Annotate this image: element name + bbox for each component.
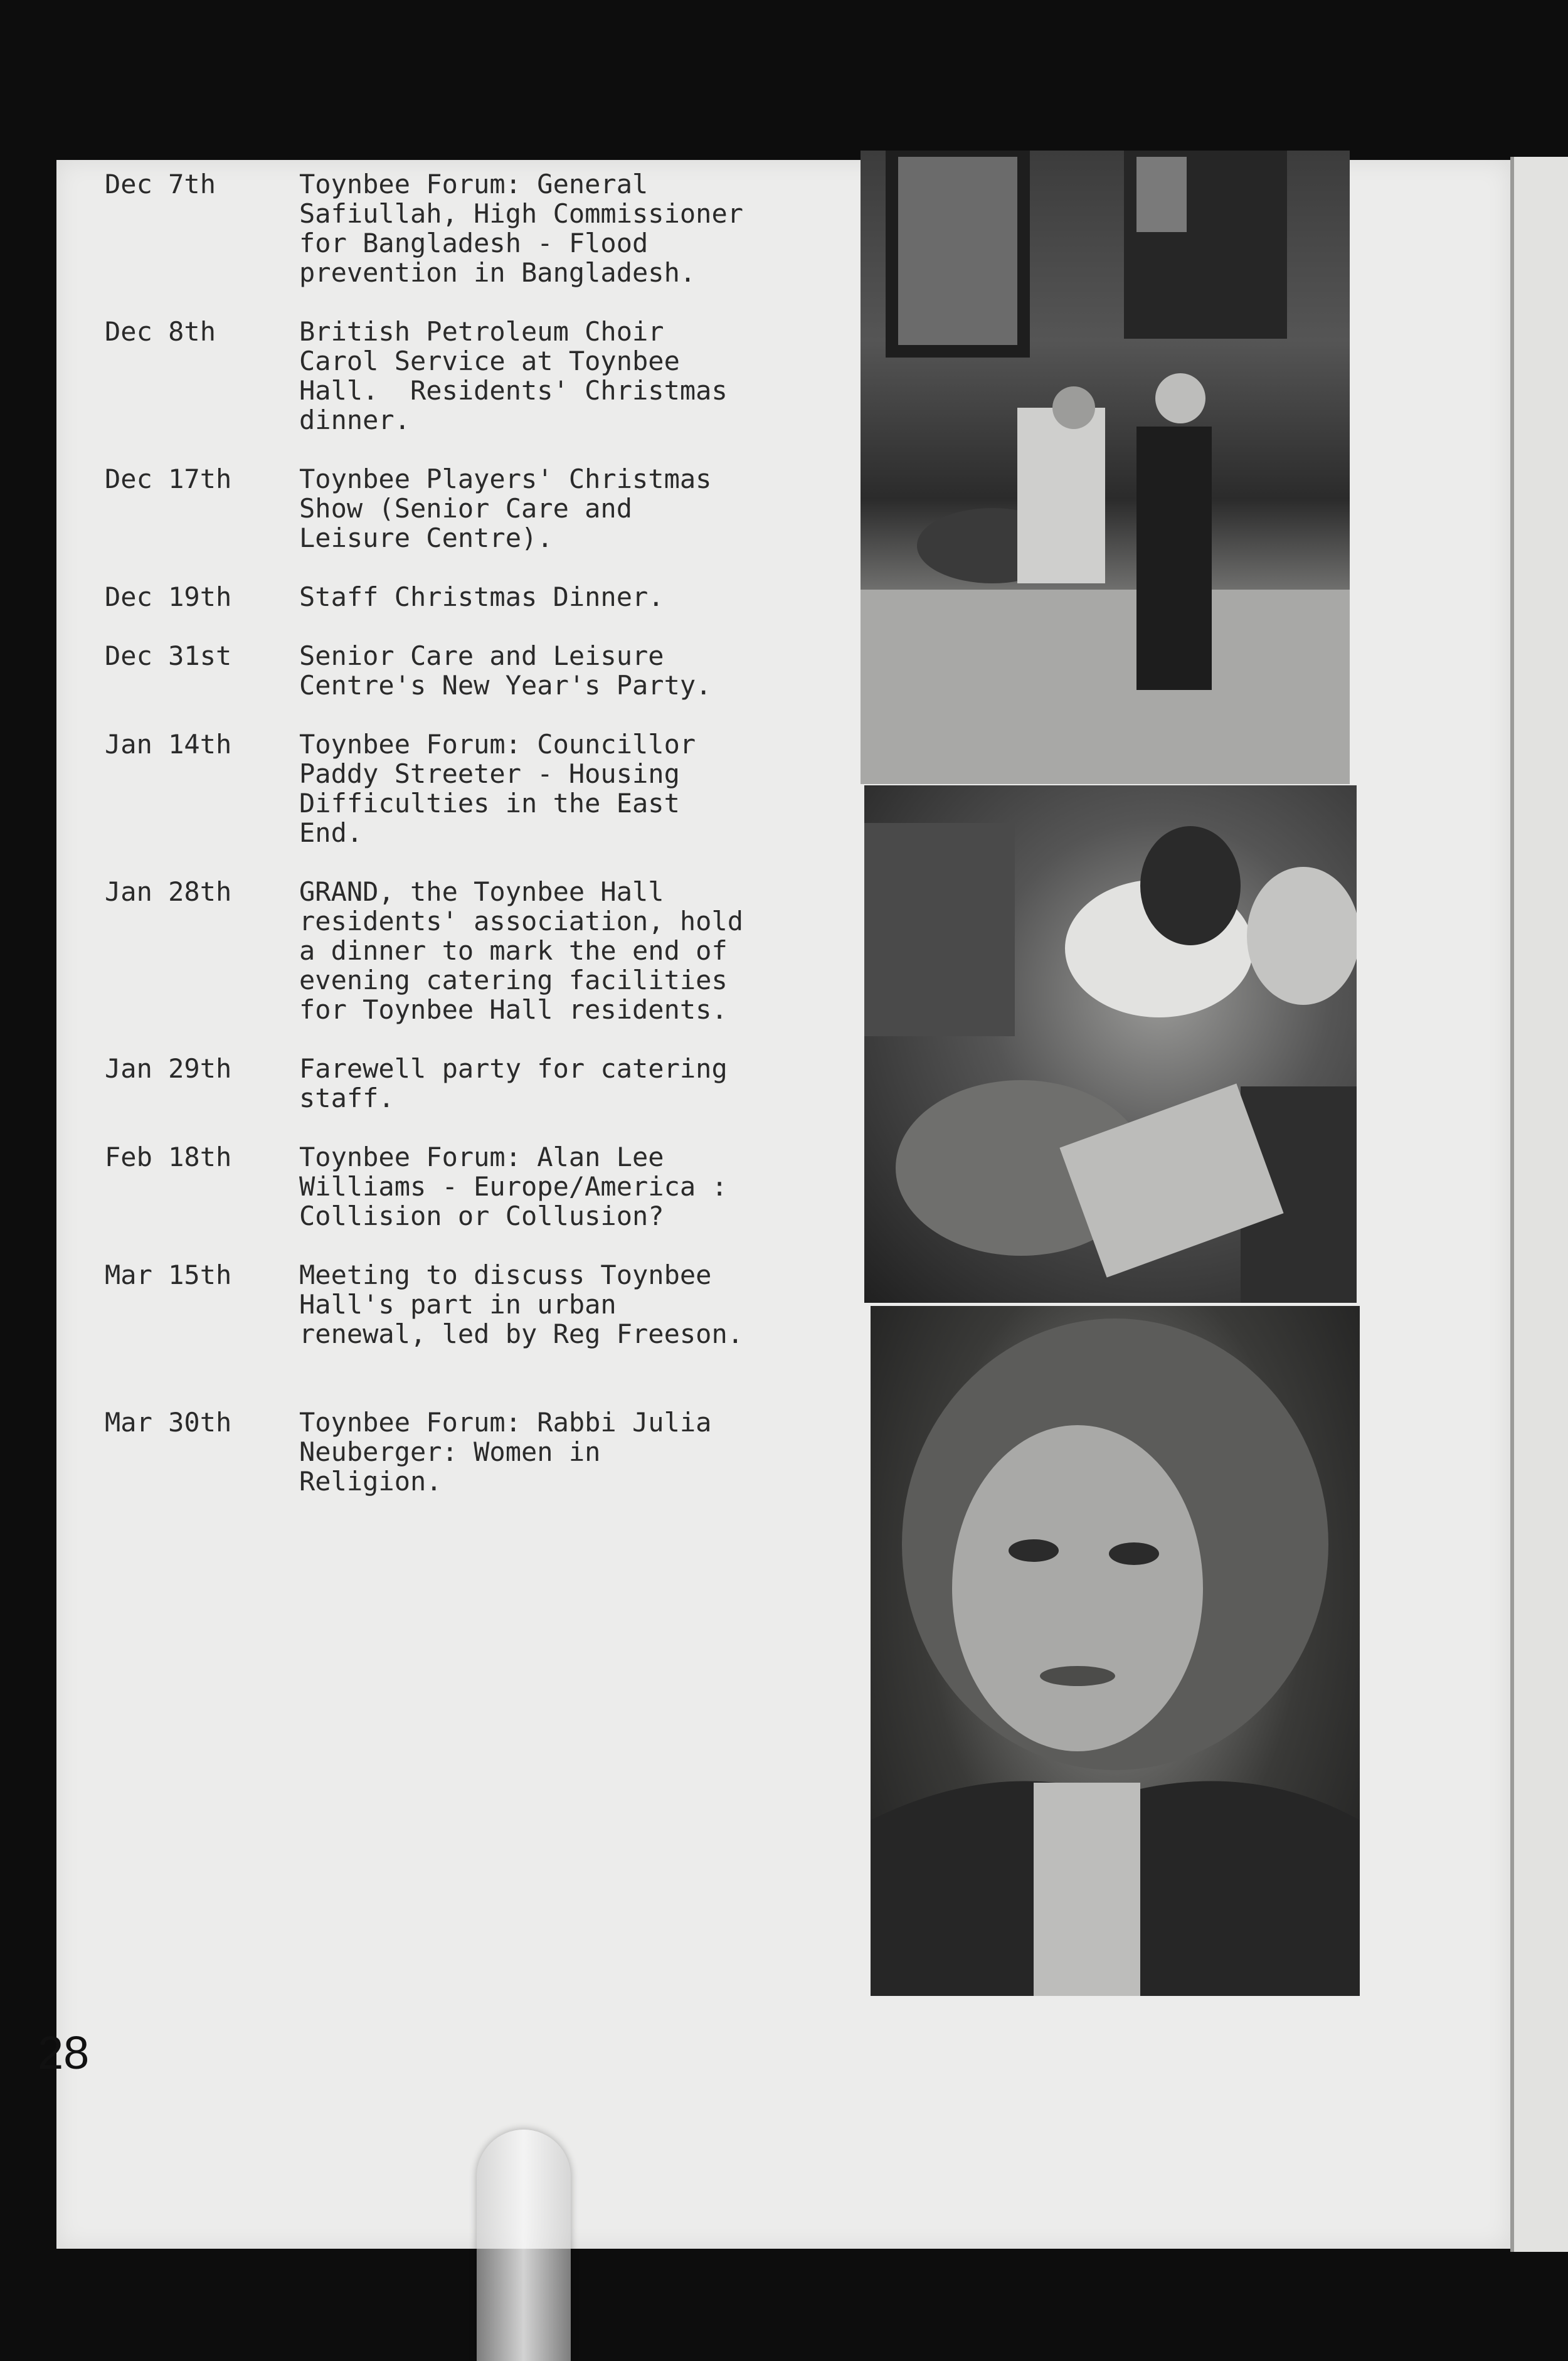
event-date: Mar 30th [105,1407,232,1438]
event-row [105,1142,914,1231]
event-row [105,1260,914,1349]
event-date: Dec 17th [105,464,232,494]
event-description: Toynbee Forum: General Safiullah, High Commissioner for Bangladesh - Flood prevention in Bangladesh. [299,169,744,288]
portrait-photo [871,1306,1360,1996]
event-date: Dec 31st [105,640,232,671]
event-description: GRAND, the Toynbee Hall residents' association, hold a dinner to mark the end of evening catering facilities for Toynbee Hall residents. [299,876,744,1025]
event-row [105,1054,914,1113]
event-row [105,730,914,847]
facing-page-edge [1510,157,1568,2252]
event-date: Dec 8th [105,316,216,347]
event-description: Senior Care and Leisure Centre's New Year's Party. [299,640,712,701]
event-row [105,1408,914,1496]
event-description: British Petroleum Choir Carol Service at Toynbee Hall. Residents' Christmas dinner. [299,316,728,435]
event-row [105,464,914,553]
event-description: Toynbee Forum: Rabbi Julia Neuberger: Women in Religion. [299,1407,712,1497]
event-date: Feb 18th [105,1142,232,1172]
event-row [105,641,914,700]
page-number: 28 [38,2027,90,2079]
event-row [105,169,914,287]
event-description: Meeting to discuss Toynbee Hall's part in urban renewal, led by Reg Freeson. [299,1260,744,1349]
event-date: Mar 15th [105,1260,232,1290]
event-description: Toynbee Players' Christmas Show (Senior Care and Leisure Centre). [299,464,712,553]
courtyard-photo [861,151,1350,784]
event-description: Toynbee Forum: Alan Lee Williams - Europe/America : Collision or Collusion? [299,1142,728,1231]
event-row [105,877,914,1024]
event-row [105,317,914,435]
market-stall-photo [864,785,1357,1303]
plastic-clip [477,2130,571,2361]
event-date: Dec 19th [105,581,232,612]
event-list [105,169,914,1525]
event-row [105,582,914,612]
event-date: Jan 29th [105,1053,232,1084]
event-description: Toynbee Forum: Councillor Paddy Streeter - Housing Difficulties in the East End. [299,729,696,848]
event-description: Farewell party for catering staff. [299,1053,728,1113]
event-date: Jan 14th [105,729,232,760]
event-date: Dec 7th [105,169,216,199]
event-date: Jan 28th [105,876,232,907]
event-description: Staff Christmas Dinner. [299,581,664,612]
